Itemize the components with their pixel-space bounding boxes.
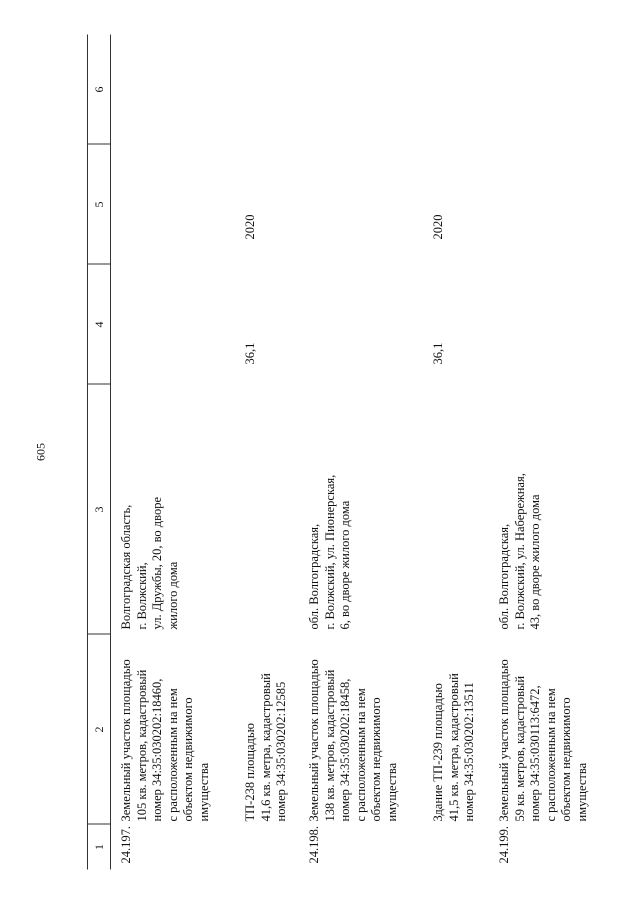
header-col-1: 1 (92, 844, 106, 850)
table-header (87, 35, 111, 870)
object-address: обл. Волгоградская, г. Волжский, ул. Набережная, 43, во дворе жилого дома (497, 473, 542, 630)
object-description: Земельный участок площадью 105 кв. метров, кадастровый номер 34:35:030202:18460, с расположенным на нем объектом недвижимого имущества (119, 659, 211, 822)
object-description: Земельный участок площадью 59 кв. метров, кадастровый номер 34:35:030113:6472, с расположенным на нем объектом недвижимого имущества (497, 659, 589, 822)
object-year: 2020 (243, 214, 257, 240)
header-col-6: 6 (92, 86, 106, 93)
page-number: 605 (33, 443, 48, 461)
header-col-3: 3 (92, 506, 106, 513)
header-col-4: 4 (92, 321, 106, 328)
row-number: 24.197. (119, 826, 133, 864)
header-col-5: 5 (92, 201, 106, 208)
object-description-extra: ТП-238 площадью 41,6 кв. метра, кадастровый номер 34:35:030202:12585 (243, 673, 288, 822)
object-value: 36,1 (431, 342, 445, 365)
object-address: обл. Волгоградская, г. Волжский, ул. Пионерская, 6, во дворе жилого дома (307, 474, 352, 630)
row-number: 24.198. (307, 826, 321, 864)
header-col-2: 2 (92, 726, 106, 733)
object-address: Волгоградская область, г. Волжский, ул. Дружбы, 20, во дворе жилого дома (119, 496, 180, 630)
object-description: Земельный участок площадью 138 кв. метров, кадастровый номер 34:35:030202:18458, с расположенным на нем объектом недвижимого имущества (307, 659, 399, 822)
object-year: 2020 (431, 214, 445, 240)
rotated-table (87, 35, 607, 870)
object-description-extra: Здание ТП-239 площадью 41,5 кв. метра, кадастровый номер 34:35:030202:13511 (431, 673, 476, 822)
row-number: 24.199. (497, 826, 511, 864)
object-value: 36,1 (243, 342, 257, 365)
